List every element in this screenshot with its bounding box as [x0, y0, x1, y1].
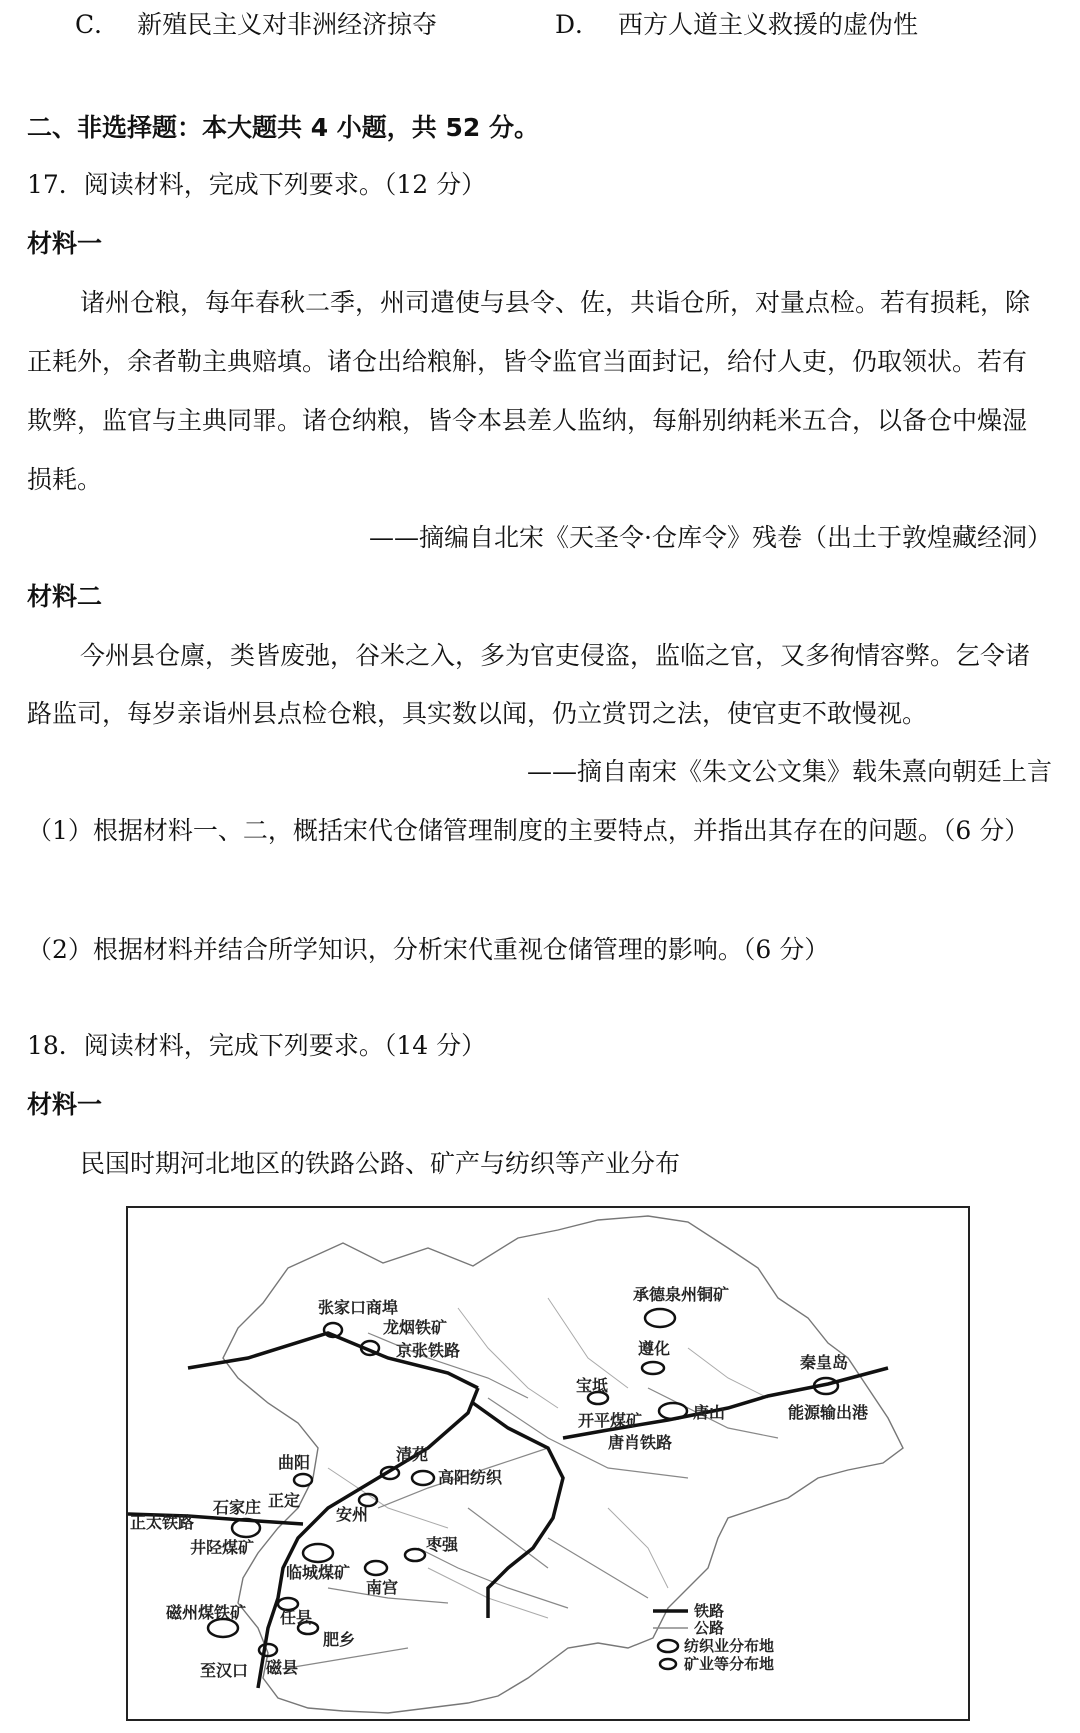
site-quyang: [294, 1474, 312, 1486]
label-zhengding: 正定: [268, 1491, 301, 1510]
q18-map-caption: 民国时期河北地区的铁路公路、矿产与纺织等产业分布: [80, 1149, 681, 1178]
site-gaoyang: [412, 1471, 434, 1485]
q17-m1-line-3: 欺弊，监官与主典同罪。诸仓纳粮，皆令本县差人监纳，每斛别纳耗米五合，以备仓中燥湿: [27, 406, 1028, 435]
label-feixiang: 肥乡: [323, 1630, 356, 1649]
label-gaoyang: 高阳纺织: [438, 1468, 503, 1487]
legend-mining: 矿业等分布地: [684, 1655, 775, 1673]
label-kaiping: 开平煤矿: [578, 1411, 643, 1430]
label-zunhua: 遵化: [638, 1339, 671, 1358]
q17-material-2-title: 材料二: [27, 582, 103, 611]
option-c-text: 新殖民主义对非洲经济掠夺: [137, 10, 438, 39]
q18-material-1-title: 材料一: [27, 1090, 103, 1119]
legend-highway: 公路: [694, 1619, 725, 1637]
label-renxian: 任县: [280, 1608, 313, 1627]
map-svg: [128, 1208, 968, 1719]
railway-jinpu: [473, 1403, 563, 1618]
label-jingzhang: 京张铁路: [396, 1341, 461, 1360]
q17-m1-line-4: 损耗。: [27, 465, 103, 494]
label-cizhou: 磁州煤铁矿: [166, 1603, 247, 1622]
q17-sub-question-1: （1）根据材料一、二，概括宋代仓储管理制度的主要特点，并指出其存在的问题。（6 分）: [27, 816, 1030, 845]
q17-m2-line-2: 路监司，每岁亲诣州县点检仓粮，具实数以闻，仍立赏罚之法，使官吏不敢慢视。: [27, 699, 928, 728]
q17-m1-line-1: 诸州仓粮，每年春秋二季，州司遣使与县令、佐，共诣仓所，对量点检。若有损耗，除: [80, 288, 1031, 317]
q17-material-1-title: 材料一: [27, 229, 103, 258]
label-qingyuan: 清苑: [396, 1445, 429, 1464]
label-qinhuangdao: 秦皇岛: [800, 1353, 849, 1372]
label-nengyuan: 能源输出港: [788, 1403, 869, 1422]
option-d-text: 西方人道主义救援的虚伪性: [618, 10, 919, 39]
q17-m1-source: ——摘编自北宋《天圣令·仓库令》残卷（出土于敦煌藏经洞）: [369, 523, 1052, 552]
label-chengde: 承德泉州铜矿: [633, 1285, 730, 1304]
option-d-letter: D．: [555, 10, 601, 39]
option-c: [75, 12, 437, 37]
site-tangshan: [659, 1403, 687, 1419]
map-legend: [653, 1602, 774, 1673]
label-jingfeng: 唐肖铁路: [608, 1433, 673, 1452]
q17-sub-question-2: （2）根据材料并结合所学知识，分析宋代重视仓储管理的影响。（6 分）: [27, 935, 830, 964]
legend-textile: 纺织业分布地: [684, 1637, 775, 1655]
site-chengde: [645, 1309, 675, 1327]
label-tangshan: 唐山: [693, 1403, 726, 1422]
site-zaoqiang: [405, 1549, 425, 1561]
label-anzhou: 安州: [336, 1505, 369, 1524]
label-quyang: 曲阳: [278, 1453, 311, 1472]
legend-railway: 铁路: [694, 1602, 725, 1620]
q17-header: 17．阅读材料，完成下列要求。（12 分）: [27, 170, 487, 199]
label-longyan: 龙烟铁矿: [383, 1318, 448, 1337]
label-zhengtai: 正太铁路: [130, 1513, 195, 1532]
site-nangong: [365, 1561, 387, 1575]
q18-header: 18．阅读材料，完成下列要求。（14 分）: [27, 1031, 487, 1060]
q17-m2-line-1: 今州县仓廪，类皆废弛，谷米之入，多为官吏侵盗，监临之官，又多徇情容弊。乞令诸: [80, 641, 1031, 670]
option-c-letter: C．: [75, 10, 120, 39]
label-baodi: 宝坻: [576, 1376, 609, 1395]
section-title: 二、非选择题：本大题共 4 小题，共 52 分。: [27, 113, 540, 142]
label-cixian: 磁县: [266, 1658, 299, 1677]
label-zaoqiang: 枣强: [426, 1535, 459, 1554]
label-lincheng: 临城煤矿: [286, 1563, 351, 1582]
label-jingxing: 井陉煤矿: [190, 1538, 255, 1557]
hebei-industry-map: [126, 1206, 970, 1721]
label-shijiazhuang: 石家庄: [213, 1498, 262, 1517]
q17-m2-source: ——摘自南宋《朱文公文集》载朱熹向朝廷上言: [526, 757, 1052, 786]
site-zunhua: [642, 1362, 664, 1374]
site-lincheng: [303, 1544, 333, 1562]
option-d: [555, 12, 918, 37]
label-nangong: 南宫: [366, 1578, 399, 1597]
label-zhihankou: 至汉口: [200, 1661, 249, 1680]
label-zhangjiakou: 张家口商埠: [318, 1298, 399, 1317]
q17-m1-line-2: 正耗外，余者勒主典赔填。诸仓出给粮斛，皆令监官当面封记，给付人吏，仍取领状。若有: [27, 347, 1028, 376]
